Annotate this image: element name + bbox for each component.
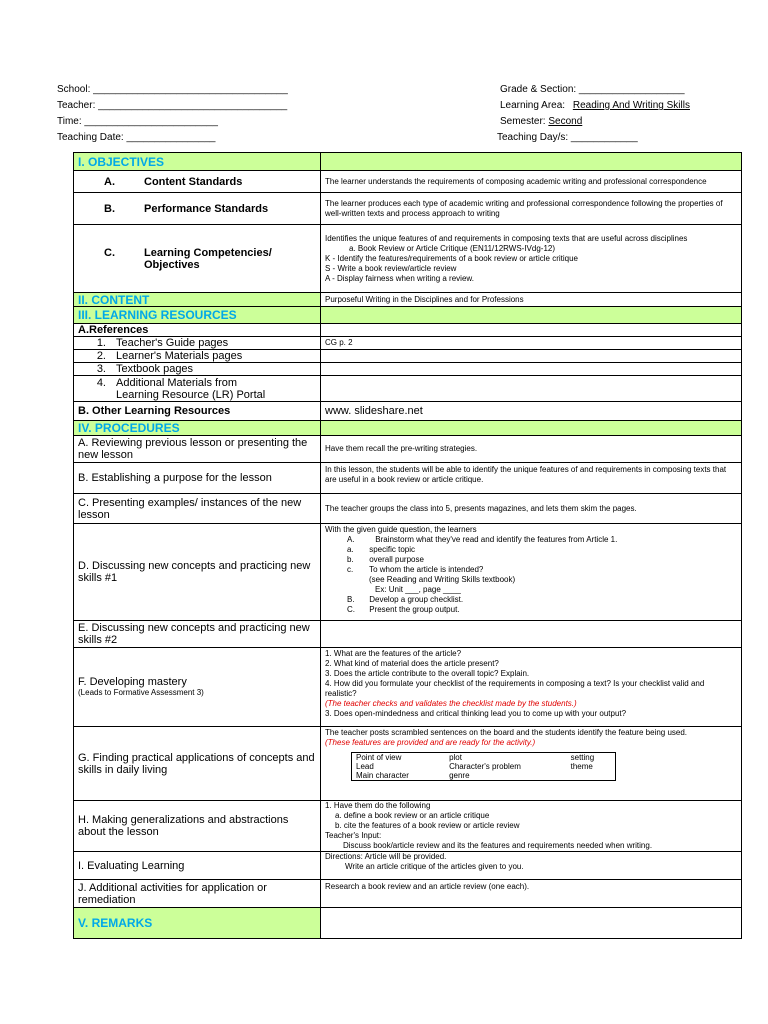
resources-header-row — [74, 307, 742, 324]
content-standards-label: A. Content Standards — [74, 171, 321, 193]
procedure-c-text: The teacher groups the class into 5, presents magazines, and lets them skim the pages. — [321, 494, 742, 524]
teacher-note: (The teacher checks and validates the checklist made by the students.) — [325, 699, 577, 708]
teaching-date-field: Teaching Date: ________________ — [57, 132, 216, 143]
references-row — [74, 324, 742, 337]
resource-row-1: 1. Teacher's Guide pages CG p. 2 — [74, 337, 742, 350]
competencies-row — [74, 225, 742, 293]
procedure-h-label: H. Making generalizations and abstractions about the lesson — [74, 801, 321, 852]
content-row — [74, 293, 742, 307]
performance-standards-text: The learner produces each type of academic writing and professional correspondence following the properties of well-written texts and process approach to writing — [321, 193, 742, 225]
procedure-c-label: C. Presenting examples/ instances of the new lesson — [74, 494, 321, 524]
procedure-e-label: E. Discussing new concepts and practicing new skills #2 — [74, 621, 321, 648]
learning-area-value: Reading And Writing Skills — [572, 100, 690, 111]
procedure-a-label: A. Reviewing previous lesson or presenting the new lesson — [74, 436, 321, 463]
procedure-c-row — [74, 494, 742, 524]
remarks-row — [74, 908, 742, 939]
procedure-g-text: The teacher posts scrambled sentences on the board and the students identify the feature being used. (These features are provided and are ready for the activity.) Point of view plot setting Lead Character's problem theme Main character genre — [321, 727, 742, 801]
procedures-header-row — [74, 421, 742, 436]
objectives-title: I. OBJECTIVES — [74, 153, 321, 171]
procedure-i-row — [74, 852, 742, 880]
procedure-g-label: G. Finding practical applications of concepts and skills in daily living — [74, 727, 321, 801]
procedure-j-label: J. Additional activities for application or remediation — [74, 880, 321, 908]
references-label: A.References — [74, 324, 321, 337]
content-text: Purposeful Writing in the Disciplines and for Professions — [321, 293, 742, 307]
other-resources-row — [74, 402, 742, 421]
learning-area-field — [500, 99, 690, 112]
procedure-f-label: F. Developing mastery (Leads to Formative Assessment 3) — [74, 648, 321, 727]
procedure-d-text: With the given guide question, the learners A. Brainstorm what they've read and identify the features from Article 1. a. specific topic b. overall purpose c. To whom the article is intended? (see Reading and Writing Skills textbook) Ex: Unit ___, page ____ B. Develop a group checklist. C. Present the group output. — [321, 524, 742, 621]
procedure-a-text: Have them recall the pre-writing strategies. — [321, 436, 742, 463]
procedure-b-row — [74, 463, 742, 494]
resource-row-2: 2. Learner's Materials pages — [74, 350, 742, 363]
procedure-h-text: 1. Have them do the following a. define a book review or an article critique b. cite the features of a book review or article review Teacher's Input: Discuss book/article review and its the features and requirements needed when writing. — [321, 801, 742, 852]
content-standards-text: The learner understands the requirements of composing academic writing and professional correspondence — [321, 171, 742, 193]
content-title: II. CONTENT — [74, 293, 321, 307]
competencies-text: Identifies the unique features of and requirements in composing texts that are useful across disciplines a. Book Review or Article Critique (EN11/12RWS-IVdg-12) K - Identify the features/requirements of a book review or article critique S - Write a book review/article review A - Display fairness when writing a review. — [321, 225, 742, 293]
semester-value: Second — [548, 116, 583, 127]
grade-section-field: Grade & Section: ___________________ — [500, 84, 685, 95]
procedure-j-text: Research a book review and an article review (one each). — [321, 880, 742, 908]
procedure-b-text: In this lesson, the students will be able to identify the unique features of and requirements in composing texts that are useful in a book review or article critique. — [321, 463, 742, 494]
other-resources-label: B. Other Learning Resources — [74, 402, 321, 421]
procedure-d-row — [74, 524, 742, 621]
procedure-b-label: B. Establishing a purpose for the lesson — [74, 463, 321, 494]
resource-value-1: CG p. 2 — [321, 337, 742, 350]
semester-label: Semester: — [500, 116, 546, 127]
procedures-title: IV. PROCEDURES — [74, 421, 321, 436]
procedure-g-row — [74, 727, 742, 801]
remarks-title: V. REMARKS — [74, 908, 321, 939]
performance-standards-row — [74, 193, 742, 225]
procedure-d-label: D. Discussing new concepts and practicing new skills #1 — [74, 524, 321, 621]
content-standards-row — [74, 171, 742, 193]
procedure-e-row — [74, 621, 742, 648]
lesson-plan-table — [73, 152, 742, 939]
time-field: Time: ________________________ — [57, 116, 218, 127]
learning-area-label: Learning Area: — [500, 100, 566, 111]
performance-standards-label: B. Performance Standards — [74, 193, 321, 225]
resources-title: III. LEARNING RESOURCES — [74, 307, 321, 324]
procedure-j-row — [74, 880, 742, 908]
procedure-f-row — [74, 648, 742, 727]
competencies-label: C. Learning Competencies/ Objectives — [74, 225, 321, 293]
teacher-field: Teacher: __________________________________ — [57, 100, 288, 111]
other-resources-link[interactable]: www. slideshare.net — [321, 402, 742, 421]
school-field: School: ___________________________________ — [57, 84, 288, 95]
features-table: Point of view plot setting Lead Character's problem theme Main character genre — [351, 752, 616, 781]
resource-row-3: 3. Textbook pages — [74, 363, 742, 376]
teaching-days-field: Teaching Day/s: ____________ — [497, 132, 638, 143]
semester-field — [500, 115, 582, 128]
procedure-f-text: 1. What are the features of the article? 2. What kind of material does the article present? 3. Does the article contribute to the overall topic? Explain. 4. How did you formulate your checklist of the requirements in composing a text? Is your checklist valid and realistic? (The teacher checks and validates the checklist made by the students.) 3. Does open-mindedness and critical thinking lead you to come up with your output? — [321, 648, 742, 727]
procedure-i-label: I. Evaluating Learning — [74, 852, 321, 880]
procedure-h-row — [74, 801, 742, 852]
procedure-a-row — [74, 436, 742, 463]
objectives-header-row — [74, 153, 742, 171]
resource-row-4: 4. Additional Materials from Learning Resource (LR) Portal — [74, 376, 742, 402]
procedure-i-text: Directions: Article will be provided. Write an article critique of the articles given to you. — [321, 852, 742, 880]
